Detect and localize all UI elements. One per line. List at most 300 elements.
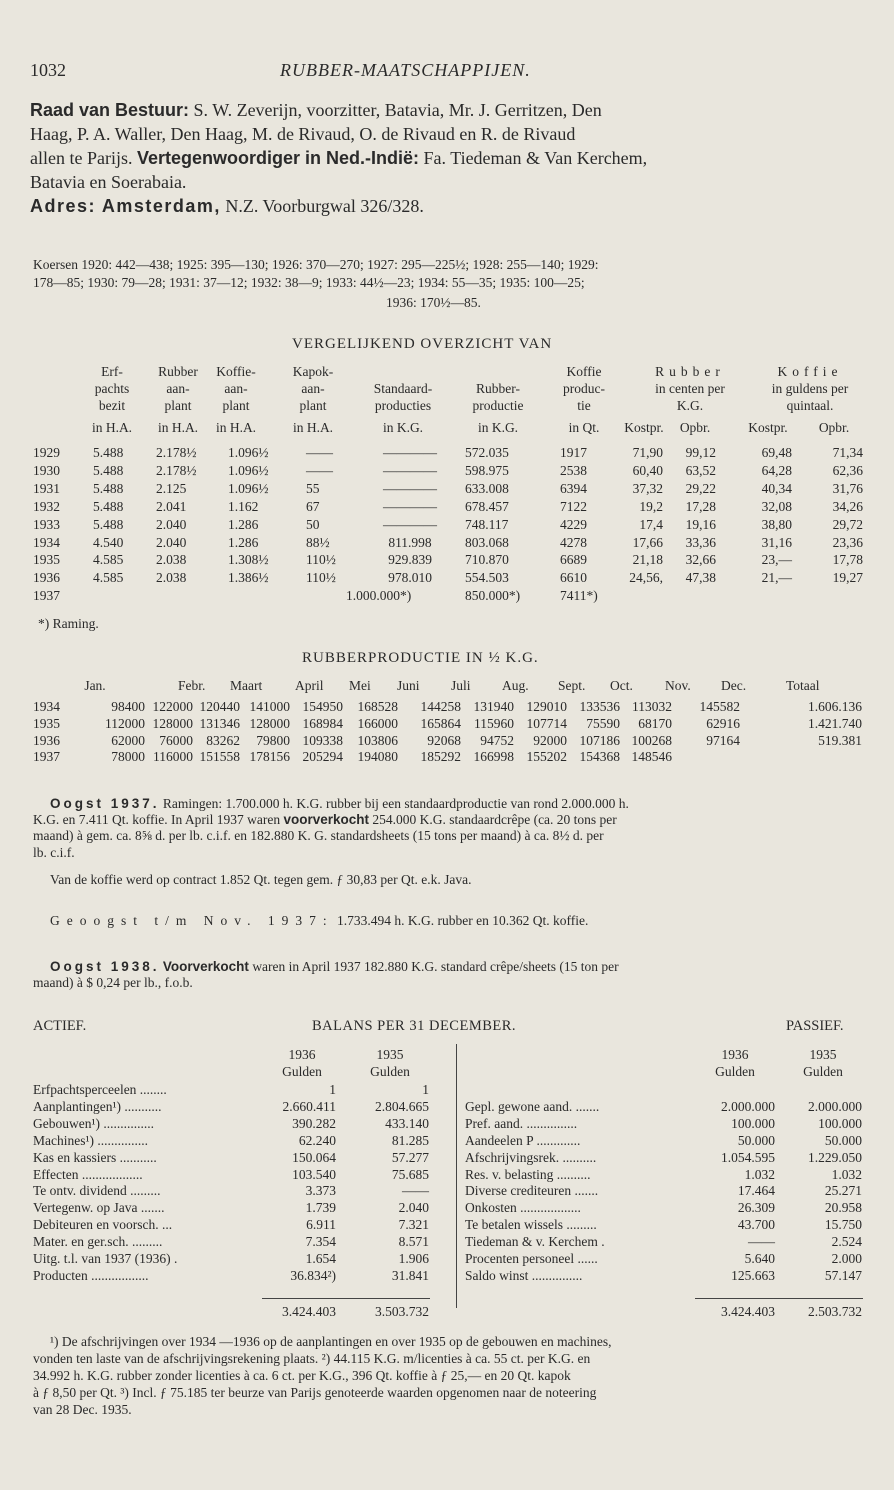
- intro-bold-label: Vertegenwoordiger in Ned.-Indië:: [136, 148, 420, 168]
- actief-item: Machines¹) ...............: [33, 1132, 149, 1148]
- passief-value-1936: 26.309: [737, 1200, 775, 1216]
- passief-value-1935: 50.000: [824, 1132, 862, 1148]
- production-cell: 185292: [420, 749, 461, 765]
- overview-footnote: *) Raming.: [38, 616, 99, 631]
- actief-item: Erfpachtsperceelen ........: [33, 1082, 167, 1097]
- header-koffie-aanplant-line: in H.A.: [215, 420, 257, 435]
- header-koffieproductie-line: Koffie: [566, 364, 602, 379]
- passief-unit-1935: Gulden: [803, 1064, 843, 1079]
- overview-cell: 63,52: [685, 462, 716, 478]
- overview-cell: 88½: [306, 534, 330, 550]
- intro-text: N.Z. Voorburgwal 326/328.: [220, 196, 424, 216]
- actief-item: Debiteuren en voorsch. ...: [33, 1217, 173, 1233]
- actief-item: Aanplantingen¹) ...........: [33, 1098, 162, 1114]
- overview-cell: 6610: [560, 570, 587, 586]
- passief-item: Gepl. gewone aand. .......: [465, 1098, 600, 1114]
- passief-item: Pref. aand. ...............: [465, 1115, 578, 1131]
- month-header: Dec.: [721, 678, 747, 693]
- actief-total-1936: 3.424.403: [282, 1304, 336, 1319]
- oogst1937-voorverkocht: voorverkocht: [283, 812, 369, 827]
- overview-year: 1932: [33, 498, 60, 514]
- overview-cell: 803.068: [465, 534, 509, 550]
- actief-value-1936: 1.654: [305, 1251, 336, 1266]
- production-cell: 113032: [632, 699, 672, 714]
- actief-value-1935: 1.906: [398, 1251, 429, 1266]
- actief-value-1936: 7.354: [305, 1234, 336, 1250]
- production-cell: 122000: [152, 699, 193, 714]
- month-header: Jan.: [84, 678, 106, 693]
- month-header: Aug.: [502, 678, 529, 693]
- overview-cell: 572.035: [465, 445, 509, 460]
- overview-year: 1936: [33, 570, 60, 586]
- actief-value-1936: 390.282: [292, 1115, 336, 1131]
- overview-cell: 2.038: [156, 570, 187, 586]
- footnote-line-5: van 28 Dec. 1935.: [33, 1402, 132, 1417]
- overview-cell: 38,80: [761, 516, 792, 532]
- overview-cell: 1.286: [228, 516, 259, 532]
- header-erfpacht-line: pachts: [94, 381, 130, 396]
- actief-item: Gebouwen¹) ...............: [33, 1115, 155, 1131]
- production-cell: 1.606.136: [808, 699, 862, 714]
- actief-value-1936: 36.834²): [290, 1267, 336, 1283]
- intro-line: [30, 98, 865, 122]
- passief-item: Diverse crediteuren .......: [465, 1183, 599, 1199]
- actief-item: Vertegenw. op Java .......: [33, 1200, 165, 1216]
- production-cell: 68170: [638, 715, 672, 731]
- oogst1938-line-1: [50, 959, 619, 975]
- header-standaardproducties-line: in K.G.: [382, 420, 424, 435]
- overview-cell: 7411*): [560, 588, 598, 604]
- production-cell: 79800: [256, 732, 290, 748]
- actief-value-1935: 8.571: [398, 1234, 429, 1250]
- passief-value-1935: 57.147: [824, 1267, 862, 1283]
- header-rubber-aanplant-line: plant: [164, 398, 192, 413]
- passief-total-1935: 2.503.732: [808, 1304, 862, 1319]
- intro-line: [30, 146, 865, 170]
- overview-cell: 554.503: [465, 570, 509, 586]
- production-cell: 1.421.740: [808, 715, 862, 731]
- passief-year-1936: 1936: [721, 1047, 749, 1062]
- overview-cell: 31,76: [832, 480, 863, 496]
- production-cell: 166998: [473, 749, 514, 765]
- production-cell: 144258: [420, 699, 461, 714]
- header-standaardproducties-line: producties: [374, 398, 432, 413]
- overview-cell: 978.010: [388, 570, 432, 586]
- production-cell: 109338: [302, 732, 343, 748]
- header-rubber-aanplant-line: Rubber: [158, 364, 198, 379]
- oogst1937-line-2: [33, 812, 617, 828]
- intro-line: [30, 122, 865, 146]
- footnote-line-4: à ƒ 8,50 per Qt. ³) Incl. ƒ 75.185 ter beurze van Parijs genoteerde waarden opgenomen naar de noteering: [33, 1385, 597, 1400]
- intro-line: [30, 170, 865, 194]
- production-cell: 155202: [526, 749, 567, 765]
- overview-cell: ——: [306, 462, 333, 478]
- overview-cell: 678.457: [465, 498, 509, 514]
- passief-value-1936: 5.640: [744, 1251, 775, 1266]
- oogst1937-text-1: Ramingen: 1.700.000 h. K.G. rubber bij een standaardproductie van rond 2.000.000 h.: [159, 796, 629, 811]
- actief-value-1936: 150.064: [292, 1149, 336, 1165]
- overview-cell: 17,78: [832, 552, 863, 568]
- production-cell: 62916: [706, 715, 740, 731]
- header-kapok-aanplant-line: in H.A.: [292, 420, 334, 435]
- production-cell: 154950: [302, 699, 343, 714]
- overview-cell: 1.096½: [228, 462, 269, 478]
- overview-cell: 99,12: [685, 445, 716, 460]
- production-cell: 78000: [111, 749, 145, 765]
- passief-item: Onkosten ..................: [465, 1200, 581, 1216]
- overview-year: 1930: [33, 462, 60, 478]
- actief-value-1936: 103.540: [292, 1166, 336, 1182]
- actief-year-1936: 1936: [288, 1047, 316, 1062]
- oogst1937-line-1: [50, 796, 629, 812]
- month-header: Maart: [230, 678, 263, 693]
- production-cell: 205294: [302, 749, 343, 765]
- overview-cell: 17,66: [632, 534, 663, 550]
- actief-value-1935: 2.804.665: [375, 1098, 429, 1114]
- footnote-line-3: 34.992 h. K.G. rubber zonder licenties à ca. 6 ct. per K.G., 396 Qt. koffie à ƒ 25,— en 20 Qt. kapok: [33, 1368, 571, 1383]
- actief-value-1936: 2.660.411: [282, 1098, 336, 1114]
- actief-item: Mater. en ger.sch. .........: [33, 1234, 163, 1250]
- overview-cell: 1.386½: [228, 570, 269, 586]
- overview-cell: 2.041: [156, 498, 187, 514]
- geoogst-text: 1.733.494 h. K.G. rubber en 10.362 Qt. koffie.: [337, 913, 589, 928]
- production-cell: 75590: [586, 715, 620, 731]
- overview-cell: 5.488: [93, 445, 124, 460]
- production-cell: 94752: [480, 732, 514, 748]
- header-opbr: Opbr.: [679, 420, 711, 435]
- koersen-line-3: 1936: 170½—85.: [386, 295, 481, 310]
- overview-cell: 2538: [560, 462, 587, 478]
- actief-value-1935: 2.040: [398, 1200, 429, 1216]
- overview-cell: 6689: [560, 552, 587, 568]
- koersen-line-1: Koersen 1920: 442—438; 1925: 395—130; 1926: 370—270; 1927: 295—225½; 1928: 255—140; 1929:: [33, 257, 599, 272]
- header-rubber-aanplant-line: aan-: [166, 381, 190, 396]
- header-kapok-aanplant-line: Kapok-: [292, 364, 334, 379]
- passief-value-1935: 2.000: [831, 1251, 862, 1266]
- actief-value-1935: 31.841: [391, 1267, 429, 1283]
- passief-total-rule: [695, 1298, 863, 1299]
- intro-text: Batavia en Soerabaia.: [30, 172, 187, 192]
- overview-cell: 4.540: [93, 534, 124, 550]
- production-cell: 133536: [579, 699, 620, 714]
- geoogst-label: Geoogst t/m Nov. 1937:: [50, 913, 334, 928]
- production-cell: 194080: [357, 749, 398, 765]
- production-cell: 92068: [427, 732, 461, 748]
- overview-cell: 2.178½: [156, 445, 197, 460]
- overview-cell: ————: [383, 462, 437, 478]
- passief-year-1935: 1935: [809, 1047, 837, 1062]
- month-header: Totaal: [786, 678, 820, 693]
- overview-year: 1929: [33, 445, 60, 460]
- oogst1938-line-2: maand) à $ 0,24 per lb., f.o.b.: [33, 975, 193, 990]
- header-koffie-aanplant-line: plant: [222, 398, 250, 413]
- passief-value-1936: 2.000.000: [721, 1098, 775, 1114]
- header-koffie-aanplant-line: Koffie-: [216, 364, 256, 379]
- month-header: Febr.: [178, 678, 206, 693]
- overview-cell: 19,27: [832, 570, 863, 586]
- production-cell: 128000: [152, 715, 193, 731]
- overview-cell: 64,28: [761, 462, 792, 478]
- balance-actief-label: ACTIEF.: [33, 1018, 87, 1034]
- oogst1937-text-2c: 254.000 K.G. standaardcrêpe (ca. 20 tons per: [369, 812, 617, 827]
- overview-cell: 2.040: [156, 516, 187, 532]
- balance-divider: [456, 1044, 457, 1308]
- passief-value-1936: 17.464: [737, 1183, 775, 1199]
- header-koffie-price-title: Koffie: [777, 364, 843, 379]
- actief-item: Uitg. t.l. van 1937 (1936) .: [33, 1251, 178, 1266]
- overview-cell: 67: [306, 498, 320, 514]
- header-erfpacht-line: Erf-: [101, 364, 123, 379]
- overview-cell: 33,36: [685, 534, 716, 550]
- passief-value-1935: 1.032: [831, 1166, 862, 1182]
- header-koffie-aanplant-line: aan-: [224, 381, 248, 396]
- overview-cell: 19,16: [685, 516, 716, 532]
- passief-item: Procenten personeel ......: [465, 1251, 598, 1266]
- running-title: RUBBER-MAATSCHAPPIJEN.: [280, 60, 531, 80]
- passief-value-1936: 50.000: [737, 1132, 775, 1148]
- actief-value-1935: 81.285: [391, 1132, 429, 1148]
- overview-cell: 633.008: [465, 480, 509, 496]
- actief-value-1936: 6.911: [306, 1217, 336, 1233]
- passief-value-1936: 43.700: [737, 1217, 775, 1233]
- overview-cell: 4229: [560, 516, 587, 532]
- production-cell: 148546: [631, 749, 672, 765]
- overview-cell: 1917: [560, 445, 587, 460]
- header-opbr: Opbr.: [818, 420, 850, 435]
- overview-cell: 110½: [306, 570, 336, 586]
- overview-cell: 1.000.000*): [346, 588, 412, 604]
- production-cell: 76000: [159, 732, 193, 748]
- overview-cell: 34,26: [832, 498, 863, 514]
- production-cell: 166000: [357, 715, 398, 731]
- overview-cell: 21,—: [761, 570, 792, 586]
- overview-cell: 4.585: [93, 570, 124, 586]
- production-cell: 116000: [153, 749, 193, 765]
- production-cell: 112000: [105, 715, 145, 731]
- balance-passief-label: PASSIEF.: [786, 1018, 844, 1034]
- production-cell: 98400: [111, 699, 145, 714]
- overview-cell: 32,66: [685, 552, 716, 568]
- passief-value-1936: 100.000: [731, 1115, 775, 1131]
- production-cell: 141000: [249, 699, 290, 714]
- overview-cell: 1.096½: [228, 445, 269, 460]
- passief-value-1936: 1.054.595: [721, 1149, 775, 1165]
- actief-value-1936: 1.739: [305, 1200, 336, 1216]
- actief-total-rule: [262, 1298, 430, 1299]
- overview-year: 1931: [33, 480, 60, 496]
- oogst1937-text-2a: K.G. en 7.411 Qt. koffie. In April 1937 waren: [33, 812, 284, 827]
- overview-cell: 7122: [560, 498, 587, 514]
- header-standaardproducties-line: Standaard-: [373, 381, 433, 396]
- overview-year: 1935: [33, 552, 60, 568]
- overview-cell: 710.870: [465, 552, 509, 568]
- header-erfpacht-line: in H.A.: [91, 420, 133, 435]
- overview-cell: 71,34: [832, 445, 863, 460]
- actief-value-1936: 62.240: [298, 1132, 336, 1148]
- production-year: 1935: [33, 715, 60, 731]
- overview-cell: 31,16: [761, 534, 792, 550]
- header-koffieproductie-line: in Qt.: [568, 420, 600, 435]
- passief-value-1935: 20.958: [824, 1200, 862, 1216]
- oogst1938-text-1: waren in April 1937 182.880 K.G. standard crêpe/sheets (15 ton per: [248, 959, 619, 974]
- actief-value-1935: ——: [402, 1183, 429, 1199]
- intro-text: allen te Parijs.: [30, 148, 137, 168]
- production-cell: 107714: [526, 715, 567, 731]
- passief-value-1935: 1.229.050: [808, 1149, 862, 1165]
- passief-item: Afschrijvingsrek. ..........: [465, 1149, 597, 1165]
- header-kapok-aanplant-line: aan-: [301, 381, 325, 396]
- actief-item: Kas en kassiers ...........: [33, 1149, 157, 1165]
- oogst1938-bold: Voorverkocht: [162, 959, 249, 974]
- production-title: RUBBERPRODUCTIE IN ½ K.G.: [302, 650, 539, 666]
- overview-year: 1933: [33, 516, 60, 532]
- production-cell: 168984: [302, 715, 343, 731]
- oogst1937-line-4: lb. c.i.f.: [33, 845, 75, 860]
- board-section: [30, 98, 865, 218]
- overview-cell: 69,48: [761, 445, 792, 460]
- passief-value-1936: ——: [748, 1234, 775, 1250]
- passief-item: Aandeelen P .............: [465, 1132, 581, 1148]
- production-cell: 129010: [526, 699, 567, 714]
- actief-value-1936: 1: [329, 1082, 336, 1097]
- actief-item: Effecten ..................: [33, 1166, 143, 1182]
- actief-unit-1935: Gulden: [370, 1064, 410, 1079]
- overview-cell: 850.000*): [465, 588, 521, 604]
- month-header: Oct.: [610, 678, 633, 693]
- overview-cell: ————: [383, 498, 437, 514]
- production-year: 1934: [33, 699, 60, 714]
- overview-cell: 4278: [560, 534, 587, 550]
- production-cell: 97164: [706, 732, 740, 748]
- header-kostpr: Kostpr.: [624, 420, 664, 435]
- production-cell: 100268: [631, 732, 672, 748]
- header-rubberproductie-line: in K.G.: [477, 420, 519, 435]
- overview-cell: 29,72: [832, 516, 863, 532]
- overview-cell: 2.038: [156, 552, 187, 568]
- overview-cell: ————: [383, 480, 437, 496]
- actief-value-1935: 57.277: [391, 1149, 429, 1165]
- header-rubberproductie-line: Rubber-: [476, 381, 520, 396]
- intro-text: Fa. Tiedeman & Van Kerchem,: [419, 148, 648, 168]
- production-cell: 92000: [533, 732, 567, 748]
- header-rubber-price-unit: in centen per: [655, 381, 725, 396]
- overview-cell: 5.488: [93, 498, 124, 514]
- production-cell: 115960: [474, 715, 514, 731]
- overview-cell: 5.488: [93, 516, 124, 532]
- overview-cell: 110½: [306, 552, 336, 568]
- intro-bold-label: Adres: Amsterdam,: [30, 196, 221, 216]
- overview-cell: 23,—: [761, 552, 792, 568]
- header-rubberproductie-line: productie: [472, 398, 524, 413]
- balance-title: BALANS PER 31 DECEMBER.: [312, 1018, 517, 1034]
- page-number: 1032: [30, 60, 66, 80]
- passief-value-1935: 100.000: [818, 1115, 862, 1131]
- oogst1937-line-5: Van de koffie werd op contract 1.852 Qt. tegen gem. ƒ 30,83 per Qt. e.k. Java.: [50, 872, 472, 887]
- overview-cell: 2.040: [156, 534, 187, 550]
- passief-item: Te betalen wissels .........: [465, 1217, 597, 1233]
- actief-total-1935: 3.503.732: [375, 1304, 429, 1319]
- overview-cell: 71,90: [632, 445, 663, 460]
- month-header: Juli: [451, 678, 471, 693]
- overview-cell: 17,28: [685, 498, 716, 514]
- passief-total-1936: 3.424.403: [721, 1304, 775, 1319]
- overview-cell: 21,18: [632, 552, 663, 568]
- overview-cell: ——: [306, 445, 333, 460]
- month-header: April: [295, 678, 324, 693]
- overview-cell: 929.839: [388, 552, 432, 568]
- overview-cell: 5.488: [93, 462, 124, 478]
- header-koffie-price-quintaal: quintaal.: [786, 398, 834, 413]
- header-erfpacht-line: bezit: [98, 398, 126, 413]
- header-rubber-price-kg: K.G.: [676, 398, 704, 413]
- actief-item: Producten .................: [33, 1267, 149, 1283]
- header-koffieproductie-line: produc-: [563, 381, 605, 396]
- actief-value-1935: 1: [422, 1082, 429, 1097]
- overview-cell: 748.117: [465, 516, 509, 532]
- passief-item: Saldo winst ...............: [465, 1267, 583, 1283]
- overview-cell: 5.488: [93, 480, 124, 496]
- production-cell: 168528: [357, 699, 398, 714]
- header-koffieproductie-line: tie: [577, 398, 591, 413]
- production-cell: 131940: [473, 699, 514, 714]
- overview-cell: 60,40: [632, 462, 663, 478]
- production-cell: 145582: [699, 699, 740, 714]
- actief-year-1935: 1935: [376, 1047, 404, 1062]
- passief-value-1936: 1.032: [744, 1166, 775, 1182]
- oogst1937-label: Oogst 1937.: [50, 796, 160, 811]
- passief-unit-1936: Gulden: [715, 1064, 755, 1079]
- overview-cell: 24,56,: [629, 570, 663, 586]
- actief-value-1935: 433.140: [385, 1115, 429, 1131]
- overview-cell: 598.975: [465, 462, 509, 478]
- oogst1938-label: Oogst 1938.: [50, 959, 160, 974]
- intro-text: S. W. Zeverijn, voorzitter, Batavia, Mr. J. Gerritzen, Den: [189, 100, 602, 120]
- intro-text: Haag, P. A. Waller, Den Haag, M. de Rivaud, O. de Rivaud en R. de Rivaud: [30, 124, 576, 144]
- overview-cell: 1.096½: [228, 480, 269, 496]
- production-cell: 107186: [579, 732, 620, 748]
- production-cell: 128000: [249, 715, 290, 731]
- passief-value-1935: 25.271: [824, 1183, 862, 1199]
- overview-cell: 17,4: [639, 516, 663, 532]
- overview-cell: 2.178½: [156, 462, 197, 478]
- production-cell: 154368: [579, 749, 620, 765]
- overview-cell: 2.125: [156, 480, 187, 496]
- production-cell: 165864: [420, 715, 461, 731]
- production-cell: 131346: [199, 715, 240, 731]
- koersen-line-2: 178—85; 1930: 79—28; 1931: 37—12; 1932: 38—9; 1933: 44½—23; 1934: 55—35; 1935: 100—25;: [33, 275, 585, 290]
- footnote-line-2: vonden ten laste van de afschrijvingsrekening plaats. ²) 44.115 K.G. m/licenties à ca. 55 ct. per K.G. en: [33, 1351, 591, 1366]
- header-rubber-price-title: Rubber: [655, 364, 725, 379]
- header-kostpr: Kostpr.: [748, 420, 788, 435]
- production-year: 1937: [33, 749, 60, 765]
- intro-bold-label: Raad van Bestuur:: [30, 100, 190, 120]
- footnote-line-1: ¹) De afschrijvingen over 1934 —1936 op de aanplantingen en over 1935 op de gebouwen en machines,: [50, 1334, 612, 1349]
- overview-cell: ————: [383, 445, 437, 460]
- overview-cell: 19,2: [639, 498, 663, 514]
- overview-cell: 40,34: [761, 480, 792, 496]
- production-year: 1936: [33, 732, 60, 748]
- overview-cell: 1.286: [228, 534, 259, 550]
- overview-cell: 1.162: [228, 498, 259, 514]
- actief-value-1935: 75.685: [391, 1166, 429, 1182]
- production-cell: 62000: [111, 732, 145, 748]
- overview-cell: 47,38: [685, 570, 716, 586]
- month-header: Juni: [397, 678, 420, 693]
- production-cell: 519.381: [818, 732, 862, 748]
- overview-cell: 62,36: [832, 462, 863, 478]
- passief-value-1935: 2.000.000: [808, 1098, 862, 1114]
- production-cell: 83262: [206, 732, 240, 748]
